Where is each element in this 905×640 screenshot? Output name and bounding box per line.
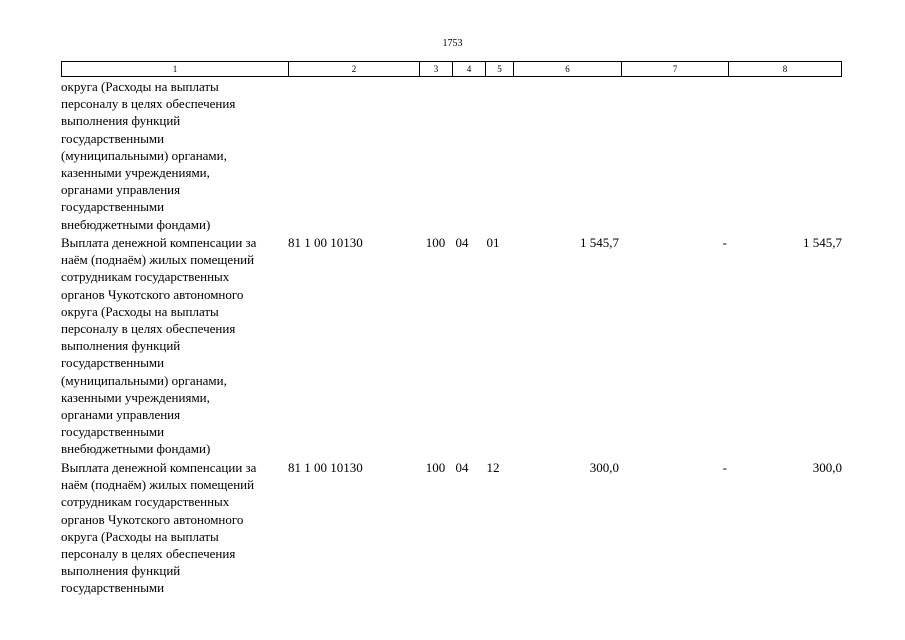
row-description-line: Выплата денежной компенсации за bbox=[61, 460, 257, 475]
table-header-row bbox=[61, 61, 842, 77]
page-number: 1753 bbox=[442, 38, 463, 49]
row-description-line: органами управления bbox=[61, 407, 181, 422]
row-amount-col8: 1 545,7 bbox=[803, 235, 842, 250]
row-description-line: персоналу в целях обеспечения bbox=[61, 321, 236, 336]
row-vr-code: 100 bbox=[425, 235, 446, 250]
row-vr-code: 100 bbox=[425, 460, 446, 475]
continuation-line: выполнения функций bbox=[61, 113, 181, 129]
row-description-line: (муниципальными) органами, bbox=[61, 372, 227, 388]
header-col-5: 5 bbox=[486, 62, 514, 76]
row-rz-code: 04 bbox=[455, 235, 469, 250]
row-description-line: казенными учреждениями, bbox=[61, 389, 210, 405]
row-description-line: персоналу в целях обеспечения bbox=[61, 546, 236, 561]
row-csr-code: 81 1 00 10130 bbox=[288, 235, 363, 250]
continuation-line: государственными bbox=[61, 199, 165, 215]
header-col-2: 2 bbox=[289, 62, 420, 76]
row-description-line: сотрудникам государственных bbox=[61, 269, 230, 285]
row-description-line: государственными bbox=[61, 424, 165, 440]
continuation-line: персоналу в целях обеспечения bbox=[61, 96, 236, 112]
row-amount-col8: 300,0 bbox=[812, 460, 842, 475]
row-description-line: органов Чукотского автономного bbox=[61, 511, 244, 527]
header-col-7: 7 bbox=[622, 62, 729, 76]
row-description-line: государственными bbox=[61, 580, 165, 596]
row-description-line: Выплата денежной компенсации за bbox=[61, 235, 257, 250]
row-description-line: наём (поднаём) жилых помещений bbox=[61, 477, 255, 493]
row-description-line: государственными bbox=[61, 355, 165, 371]
continuation-line: органами управления bbox=[61, 182, 181, 198]
row-rz-code: 04 bbox=[455, 460, 469, 475]
row-description-line: органов Чукотского автономного bbox=[61, 286, 244, 302]
row-description-line: округа (Расходы на выплаты bbox=[61, 528, 219, 544]
header-col-8: 8 bbox=[782, 64, 788, 74]
row-description-line: округа (Расходы на выплаты bbox=[61, 303, 219, 319]
row-pr-code: 12 bbox=[486, 460, 500, 475]
row-amount-col7: - bbox=[722, 460, 727, 475]
row-amount-col6: 1 545,7 bbox=[580, 235, 619, 250]
continuation-line: внебюджетными фондами) bbox=[61, 216, 211, 232]
row-csr-code: 81 1 00 10130 bbox=[288, 460, 363, 475]
row-description-line: наём (поднаём) жилых помещений bbox=[61, 252, 255, 268]
continuation-line: (муниципальными) органами, bbox=[61, 147, 227, 163]
row-description-line: выполнения функций bbox=[61, 338, 181, 354]
row-description-line: сотрудникам государственных bbox=[61, 494, 230, 510]
row-description-line: выполнения функций bbox=[61, 563, 181, 579]
row-amount-col6: 300,0 bbox=[589, 460, 619, 475]
header-col-1: 1 bbox=[62, 62, 289, 76]
header-col-3: 3 bbox=[420, 62, 453, 76]
continuation-line: казенными учреждениями, bbox=[61, 165, 210, 180]
continuation-line: государственными bbox=[61, 130, 165, 146]
continuation-line: округа (Расходы на выплаты bbox=[61, 79, 219, 94]
row-amount-col7: - bbox=[722, 235, 727, 250]
row-description-line: внебюджетными фондами) bbox=[61, 441, 211, 457]
row-pr-code: 01 bbox=[486, 235, 500, 250]
header-col-4: 4 bbox=[453, 62, 486, 76]
header-col-6: 6 bbox=[514, 62, 622, 76]
